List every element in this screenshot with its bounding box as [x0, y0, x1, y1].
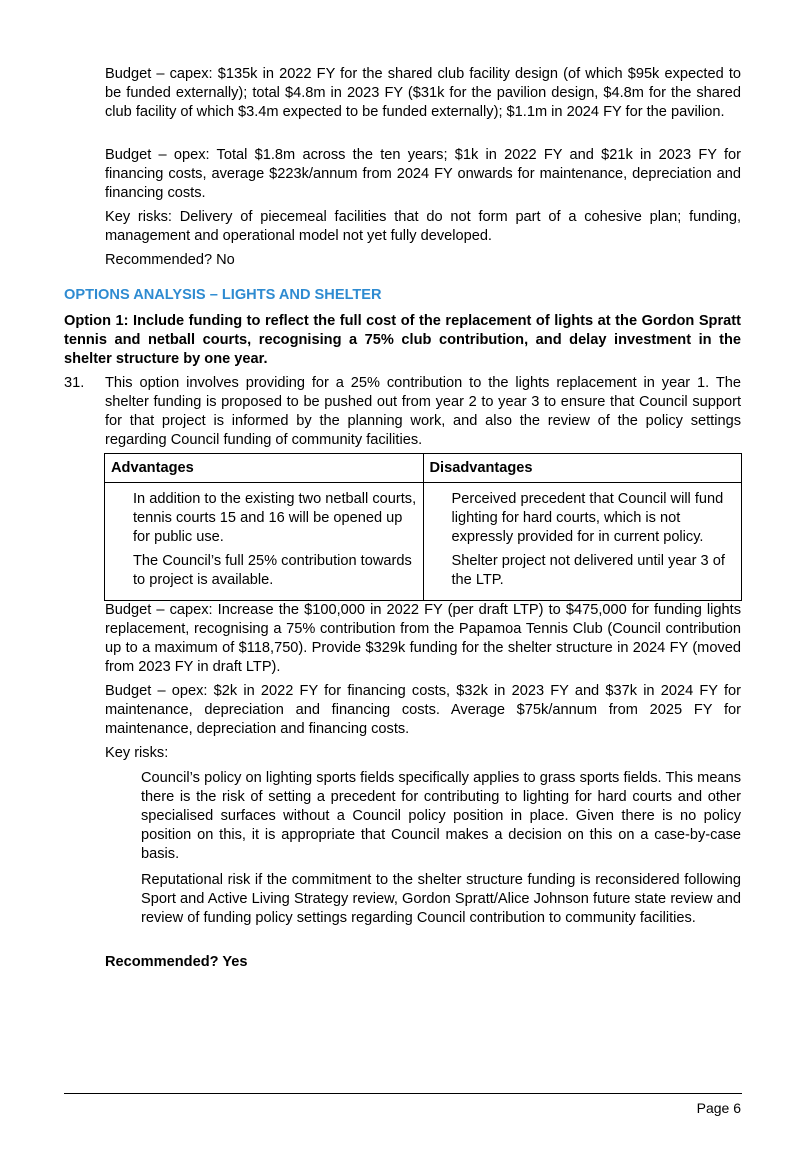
key-risks-paragraph: Key risks: Delivery of piecemeal facilities that do not form part of a cohesive plan; funding, management and operational model not yet fully developed. [105, 209, 741, 244]
bullet-icon [119, 769, 141, 864]
paragraph-number: 31. [64, 375, 85, 391]
footer-divider [64, 1093, 742, 1094]
budget-capex-paragraph: Budget – capex: Increase the $100,000 in 2022 FY (per draft LTP) to $475,000 for funding lights replacement, recognising a 75% contribution from the Papamoa Tennis Club (Council contribution up to a maximum of $118,750). Provide $329k funding for the shelter structure in 2024 FY (moved from 2023 FY in draft LTP). [105, 602, 741, 675]
risk-text: Reputational risk if the commitment to the shelter structure funding is reconsidered following Sport and Active Living Strategy review, Gordon Spratt/Alice Johnson future state review and review of funding policy settings regarding Council contribution to community facilities. [141, 872, 741, 926]
disadvantage-cell [423, 552, 742, 601]
risk-list-item [119, 769, 741, 864]
disadvantage-item: Perceived precedent that Council will fund lighting for hard courts, which is not expressly provided for in current policy. [451, 491, 724, 545]
recommended-no: Recommended? No [105, 252, 235, 268]
risk-text: Council’s policy on lighting sports fields specifically applies to grass sports fields. This means there is the risk of setting a precedent for contributing to lighting for hard courts and other specialised surfaces without a Council policy position in place. Given there is no policy position on this, it is appropriate that Council makes a decision on this on a case-by-case basis. [141, 770, 741, 862]
key-risks-label: Key risks: [105, 745, 169, 761]
disadvantage-item: Shelter project not delivered until year 3 of the LTP. [451, 553, 725, 588]
bullet-icon [430, 552, 452, 590]
advantage-cell [105, 552, 424, 601]
page-number: Page 6 [696, 1100, 741, 1116]
option-description: This option involves providing for a 25% contribution to the lights replacement in year 1. The shelter funding is proposed to be pushed out from year 2 to year 3 to ensure that Council support for that project is informed by the planning work, and also the review of the policy settings regarding Council funding of community facilities. [105, 375, 741, 448]
bullet-icon [119, 871, 141, 928]
advantages-disadvantages-table [104, 453, 742, 601]
section-heading: OPTIONS ANALYSIS – LIGHTS AND SHELTER [64, 287, 382, 303]
bullet-icon [111, 490, 133, 547]
advantage-cell [105, 483, 424, 553]
bullet-icon [430, 490, 452, 547]
advantages-header: Advantages [105, 454, 424, 483]
bullet-icon [111, 552, 133, 590]
risk-list-item [119, 871, 741, 928]
option-title: Option 1: Include funding to reflect the full cost of the replacement of lights at the Gordon Spratt tennis and netball courts, recognising a 75% club contribution, and delay investment in the shelter structure by one year. [64, 313, 741, 367]
disadvantage-cell [423, 483, 742, 553]
advantage-item: In addition to the existing two netball courts, tennis courts 15 and 16 will be opened up for public use. [133, 491, 417, 545]
budget-opex-paragraph: Budget – opex: Total $1.8m across the ten years; $1k in 2022 FY and $21k in 2023 FY for financing costs, average $223k/annum from 2024 FY onwards for maintenance, depreciation and financing costs. [105, 147, 741, 201]
recommended-yes: Recommended? Yes [105, 954, 248, 970]
advantage-item: The Council’s full 25% contribution towards to project is available. [133, 553, 412, 588]
budget-opex-paragraph: Budget – opex: $2k in 2022 FY for financing costs, $32k in 2023 FY and $37k in 2024 FY for maintenance, depreciation and financing costs. Average $75k/annum from 2025 FY for maintenance, depreciation and financing costs. [105, 683, 741, 737]
disadvantages-header: Disadvantages [423, 454, 742, 483]
budget-capex-paragraph: Budget – capex: $135k in 2022 FY for the shared club facility design (of which $95k expected to be funded externally); total $4.8m in 2023 FY ($31k for the pavilion design, $4.8m for the shared club facility of which $3.4m expected to be funded externally); $1.1m in 2024 FY for the pavilion. [105, 66, 741, 120]
